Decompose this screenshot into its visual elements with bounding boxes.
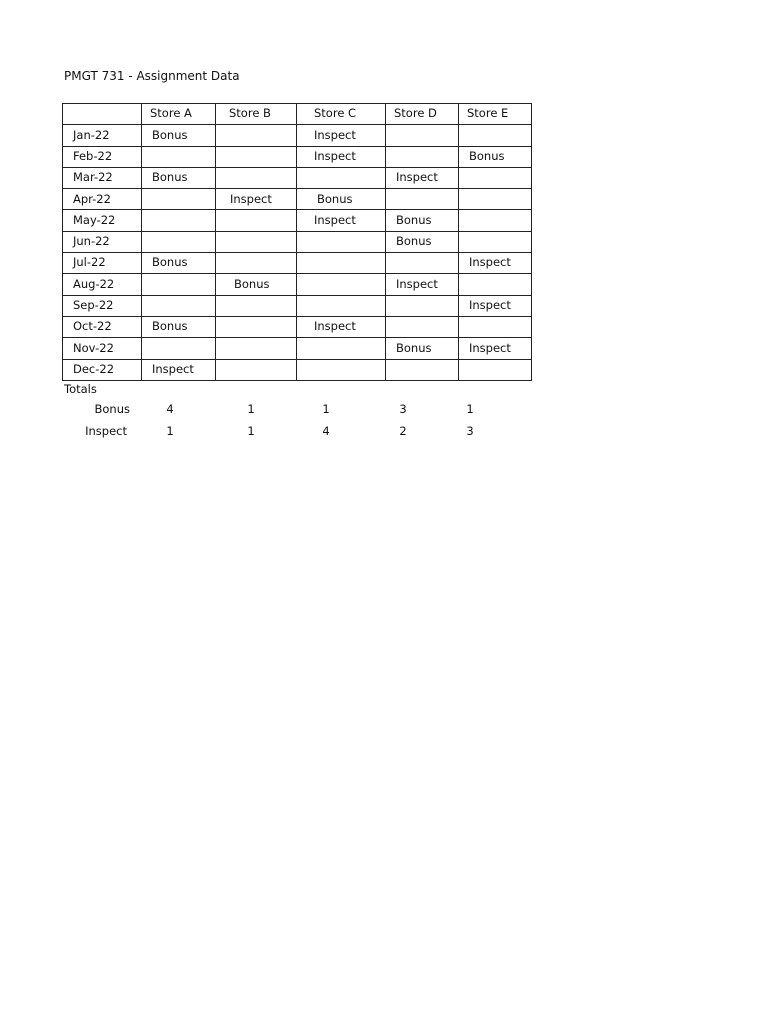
total-value: 3: [466, 424, 474, 438]
table-cell: [216, 359, 297, 380]
table-cell: [297, 274, 386, 295]
table-cell: Bonus: [386, 338, 459, 359]
table-cell: Inspect: [297, 125, 386, 146]
total-value: 1: [466, 402, 474, 416]
month-cell: Jul-22: [63, 253, 142, 274]
table-cell: [297, 338, 386, 359]
table-cell: [459, 359, 532, 380]
table-cell: [142, 274, 216, 295]
totals-inspect-label: Inspect: [85, 424, 127, 438]
table-cell: [297, 231, 386, 252]
table-row: [63, 338, 532, 359]
table-cell: [142, 295, 216, 316]
table-cell: [386, 359, 459, 380]
total-value: 1: [247, 424, 255, 438]
table-cell: [216, 125, 297, 146]
table-cell: [216, 338, 297, 359]
header-store-a: Store A: [142, 104, 216, 125]
table-cell: [386, 146, 459, 167]
table-row: [63, 146, 532, 167]
header-store-d: Store D: [386, 104, 459, 125]
table-row: [63, 359, 532, 380]
total-value: 1: [247, 402, 255, 416]
month-cell: Jun-22: [63, 231, 142, 252]
table-row: [63, 189, 532, 210]
month-cell: Apr-22: [63, 189, 142, 210]
table-row: [63, 167, 532, 188]
table-cell: Inspect: [386, 167, 459, 188]
table-cell: [142, 231, 216, 252]
totals-bonus-label: Bonus: [94, 402, 130, 416]
totals-inspect-row: [0, 424, 768, 440]
header-store-b: Store B: [216, 104, 297, 125]
table-cell: [459, 231, 532, 252]
total-value: 1: [166, 424, 174, 438]
table-cell: Bonus: [297, 189, 386, 210]
table-cell: Inspect: [459, 253, 532, 274]
table-cell: [459, 210, 532, 231]
table-cell: [297, 253, 386, 274]
table-cell: [142, 189, 216, 210]
table-cell: [216, 146, 297, 167]
table-cell: Inspect: [386, 274, 459, 295]
table-cell: Bonus: [459, 146, 532, 167]
table-cell: [297, 359, 386, 380]
month-cell: Oct-22: [63, 316, 142, 337]
table-cell: [142, 146, 216, 167]
document-title: PMGT 731 - Assignment Data: [64, 69, 240, 83]
totals-bonus-row: [0, 402, 768, 418]
table-row: [63, 274, 532, 295]
table-cell: Bonus: [386, 210, 459, 231]
table-row: [63, 210, 532, 231]
month-cell: Jan-22: [63, 125, 142, 146]
table-cell: [386, 189, 459, 210]
header-store-c: Store C: [297, 104, 386, 125]
table-cell: [386, 125, 459, 146]
table-cell: [459, 189, 532, 210]
table-row: [63, 231, 532, 252]
table-row: [63, 316, 532, 337]
table-cell: Bonus: [142, 253, 216, 274]
table-cell: [459, 274, 532, 295]
table-cell: [459, 167, 532, 188]
month-cell: Sep-22: [63, 295, 142, 316]
month-cell: Dec-22: [63, 359, 142, 380]
table-cell: Bonus: [386, 231, 459, 252]
month-cell: Aug-22: [63, 274, 142, 295]
table-row: [63, 125, 532, 146]
table-cell: [142, 210, 216, 231]
table-cell: Bonus: [216, 274, 297, 295]
table-cell: [142, 338, 216, 359]
table-cell: Bonus: [142, 167, 216, 188]
table-cell: Inspect: [297, 210, 386, 231]
table-cell: Inspect: [459, 338, 532, 359]
header-store-e: Store E: [459, 104, 532, 125]
table-cell: Inspect: [459, 295, 532, 316]
table-cell: [386, 295, 459, 316]
table-cell: [216, 295, 297, 316]
table-header-row: [63, 104, 532, 125]
table-cell: [216, 316, 297, 337]
table-cell: Inspect: [297, 146, 386, 167]
table-cell: [216, 253, 297, 274]
table-cell: [216, 210, 297, 231]
total-value: 1: [322, 402, 330, 416]
month-cell: Feb-22: [63, 146, 142, 167]
total-value: 4: [166, 402, 174, 416]
month-cell: Mar-22: [63, 167, 142, 188]
table-cell: Inspect: [297, 316, 386, 337]
totals-label: Totals: [64, 382, 97, 396]
table-cell: Inspect: [142, 359, 216, 380]
table-cell: [216, 231, 297, 252]
month-cell: Nov-22: [63, 338, 142, 359]
table-row: [63, 295, 532, 316]
assignment-table: [62, 103, 532, 381]
table-cell: Bonus: [142, 125, 216, 146]
total-value: 3: [399, 402, 407, 416]
table-cell: [459, 316, 532, 337]
table-cell: Inspect: [216, 189, 297, 210]
table-cell: [297, 167, 386, 188]
total-value: 4: [322, 424, 330, 438]
total-value: 2: [399, 424, 407, 438]
table-cell: [386, 316, 459, 337]
table-cell: Bonus: [142, 316, 216, 337]
month-cell: May-22: [63, 210, 142, 231]
table-cell: [459, 125, 532, 146]
table-cell: [386, 253, 459, 274]
header-cell-corner: [63, 104, 142, 125]
table-cell: [297, 295, 386, 316]
table-cell: [216, 167, 297, 188]
table-row: [63, 253, 532, 274]
